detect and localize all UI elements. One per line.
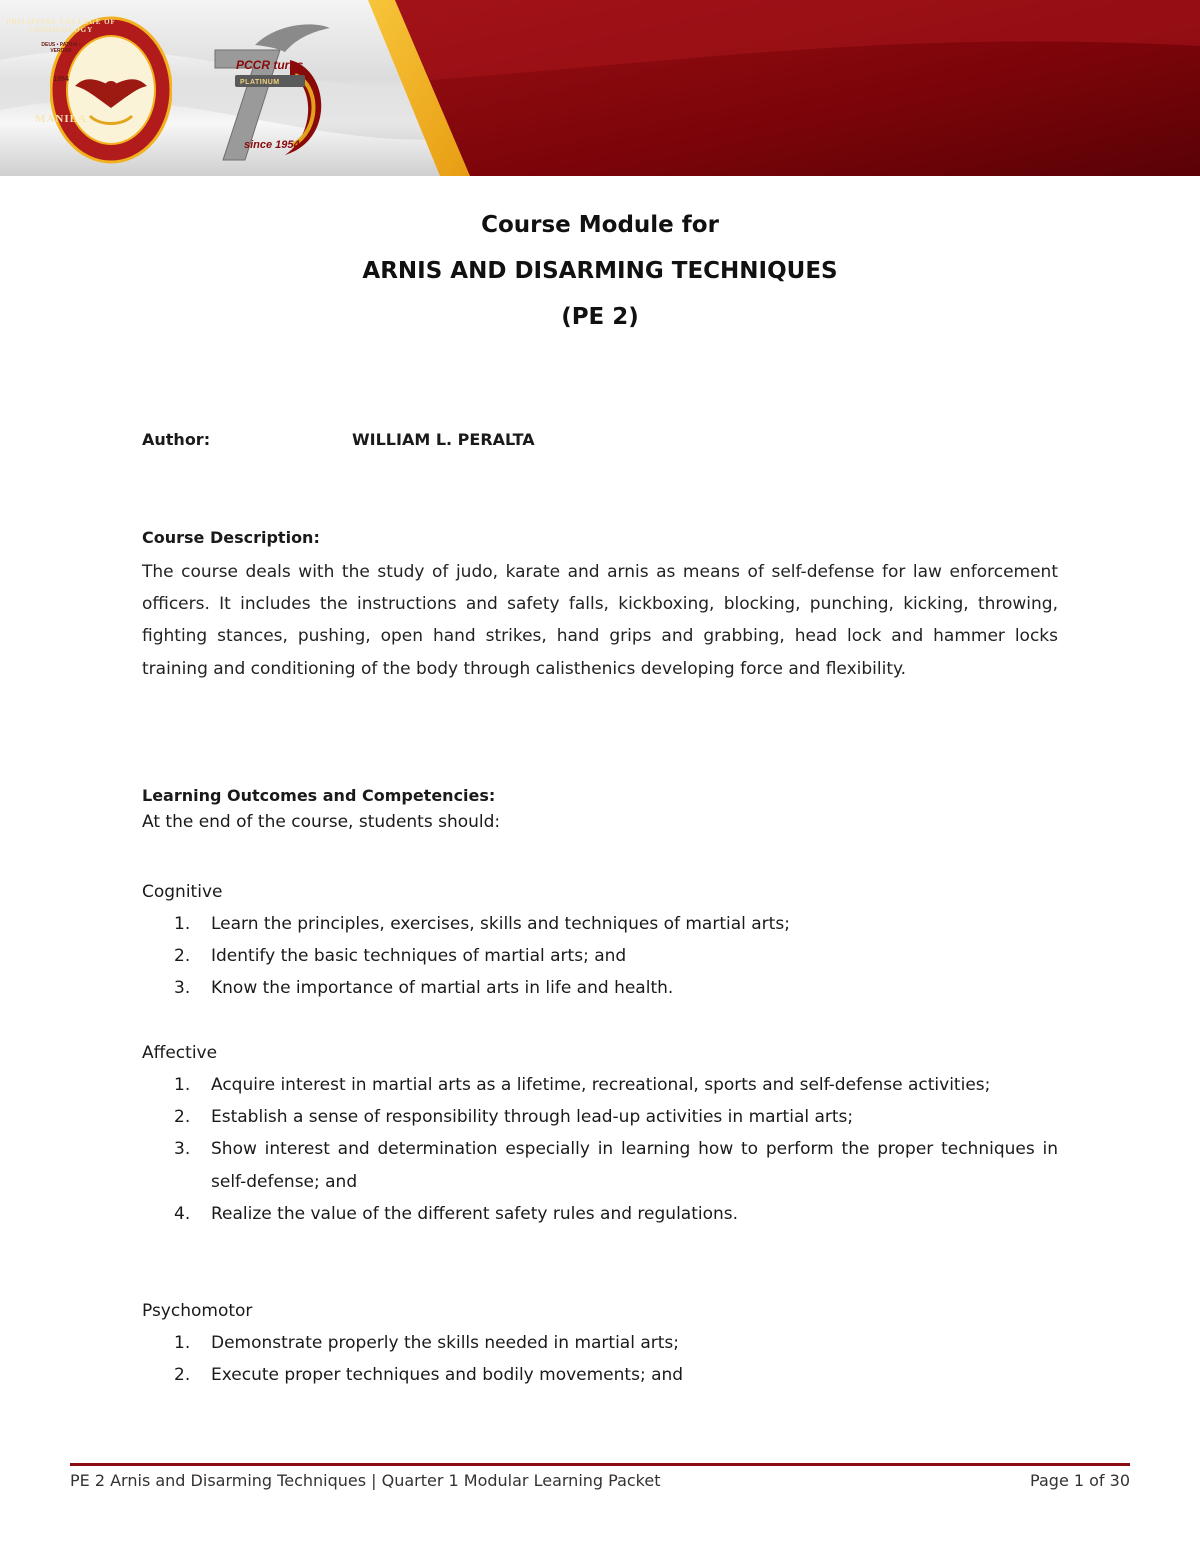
psychomotor-list: [142, 1327, 1058, 1391]
list-item: [142, 1133, 1058, 1197]
list-number: 2.: [174, 1365, 191, 1386]
list-item: [142, 1327, 1058, 1359]
psychomotor-section: [142, 1295, 1058, 1391]
list-item: [142, 972, 1058, 1004]
cognitive-list: [142, 908, 1058, 1005]
list-text: Establish a sense of responsibility through lead-up activities in martial arts;: [211, 1107, 854, 1128]
seal-bottom-text: MANILA: [35, 113, 87, 125]
author-name: WILLIAM L. PERALTA: [352, 430, 535, 449]
course-description-heading: Course Description:: [142, 528, 320, 547]
list-item: [142, 1069, 1058, 1101]
list-number: 2.: [174, 946, 191, 967]
footer-course-label: PE 2 Arnis and Disarming Techniques | Quarter 1 Modular Learning Packet: [70, 1471, 661, 1490]
list-item: [142, 1359, 1058, 1391]
list-item: [142, 1101, 1058, 1133]
list-number: 3.: [174, 978, 191, 999]
cognitive-section: [142, 876, 1058, 1005]
author-label: Author:: [142, 430, 211, 449]
list-number: 4.: [174, 1203, 191, 1224]
title-line-2: ARNIS AND DISARMING TECHNIQUES: [362, 258, 838, 284]
anniversary-word: PLATINUM: [240, 79, 280, 86]
module-title: [142, 202, 1058, 340]
list-text: Learn the principles, exercises, skills and techniques of martial arts;: [211, 914, 790, 934]
title-line-3: (PE 2): [561, 304, 639, 330]
seal-motto: DEUS • PATRIA • VERITAS: [41, 42, 81, 54]
list-text: Acquire interest in martial arts as a lifetime, recreational, sports and self-defense activities;: [211, 1075, 991, 1095]
list-text: Know the importance of martial arts in life and health.: [211, 978, 674, 999]
list-number: 1.: [174, 914, 191, 934]
list-text: Realize the value of the different safety rules and regulations.: [211, 1203, 739, 1224]
affective-heading: Affective: [142, 1043, 218, 1063]
list-item: [142, 908, 1058, 940]
module-content: [142, 176, 1058, 1386]
list-item: [142, 1198, 1058, 1230]
list-text: Demonstrate properly the skills needed in martial arts;: [211, 1333, 680, 1353]
learning-outcomes-heading: Learning Outcomes and Competencies:: [142, 786, 496, 805]
list-number: 1.: [174, 1333, 191, 1353]
footer-page-number: Page 1 of 30: [1030, 1471, 1130, 1490]
list-text: Show interest and determination especially in learning how to perform the proper techniques in self-defense; and: [211, 1139, 1058, 1192]
list-text: Identify the basic techniques of martial arts; and: [211, 946, 627, 967]
list-number: 1.: [174, 1075, 191, 1095]
list-number: 3.: [174, 1139, 191, 1160]
anniversary-brand: PCCR turns: [236, 58, 304, 72]
banner-background: [0, 0, 1200, 176]
title-line-1: Course Module for: [481, 212, 719, 238]
seal-year: 1954: [53, 76, 69, 83]
college-seal-logo: [50, 16, 172, 164]
cognitive-heading: Cognitive: [142, 882, 223, 902]
anniversary-since: since 1954: [244, 139, 300, 151]
list-number: 2.: [174, 1107, 191, 1128]
affective-list: [142, 1069, 1058, 1230]
list-text: Execute proper techniques and bodily movements; and: [211, 1365, 684, 1386]
header-banner: [0, 0, 1200, 176]
psychomotor-heading: Psychomotor: [142, 1301, 253, 1321]
course-description-text: The course deals with the study of judo, karate and arnis as means of self-defense for law enforcement officers. It includes the instructions and safety falls, kickboxing, blocking, punching, kicking, throwing, fighting stances, pushing, open hand strikes, hand grips and grabbing, head lock and hammer locks training and conditioning of the body through calisthenics developing force and flexibility.: [142, 562, 1058, 679]
footer-rule: [70, 1463, 1130, 1466]
list-item: [142, 940, 1058, 972]
learning-outcomes-intro: At the end of the course, students should:: [142, 812, 501, 832]
seal-top-text: PHILIPPINE COLLEGE OF CRIMINOLOGY: [6, 18, 116, 34]
affective-section: [142, 1037, 1058, 1230]
